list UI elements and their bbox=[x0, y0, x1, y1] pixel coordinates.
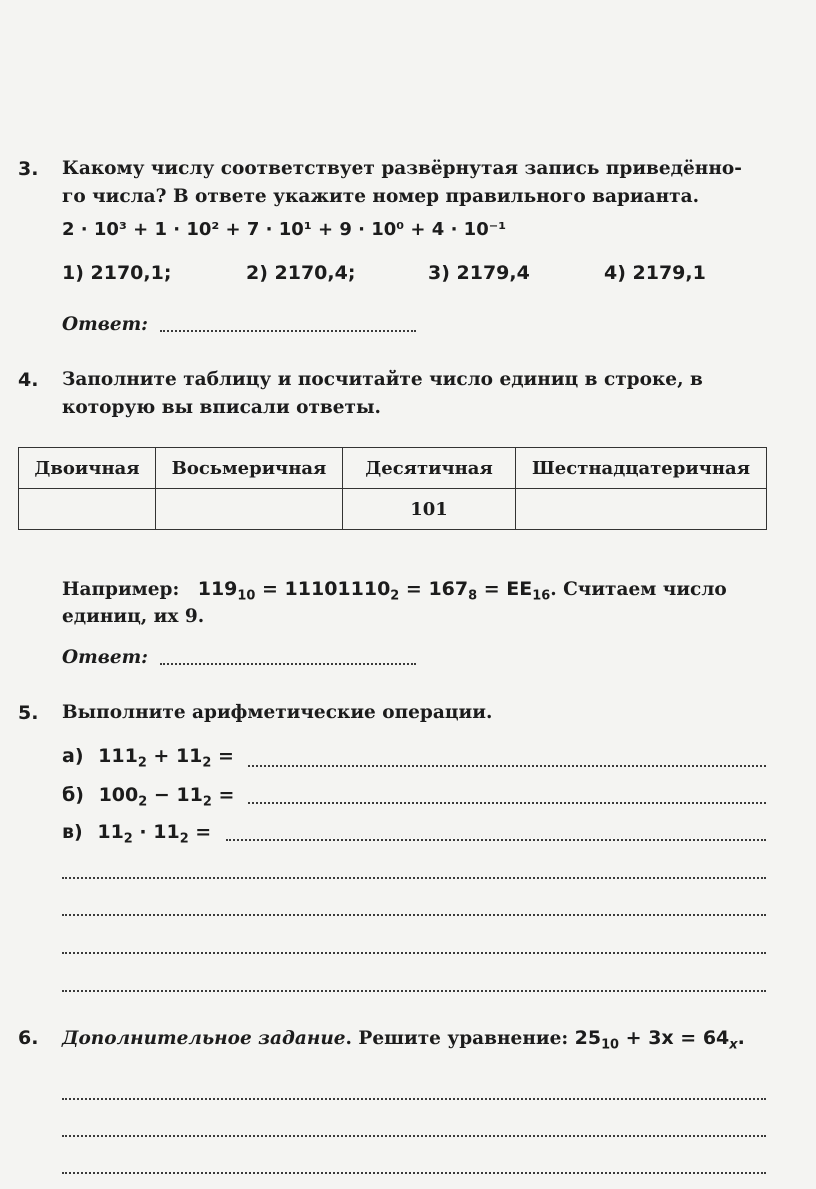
operand-2-base: 2 bbox=[179, 831, 189, 847]
q3-option-3: 3) 2179,4 bbox=[428, 262, 530, 284]
q6-number: 6. bbox=[18, 1027, 39, 1049]
example-base-hex: 16 bbox=[532, 588, 551, 604]
table-header-octal: Восьмеричная bbox=[156, 448, 343, 489]
q6-middle: + 3x = bbox=[619, 1027, 703, 1049]
q5-item-b bbox=[62, 784, 235, 810]
q5-answer-line-a[interactable] bbox=[248, 765, 766, 767]
q6-answer-line-2[interactable] bbox=[62, 1135, 766, 1137]
example-tail: . Считаем число bbox=[550, 579, 727, 600]
table-header-binary: Двоичная bbox=[19, 448, 156, 489]
q4-number: 4. bbox=[18, 369, 39, 391]
table-cell-decimal: 101 bbox=[343, 489, 516, 530]
q3-text-line2: го числа? В ответе укажите номер правильного варианта. bbox=[62, 186, 700, 207]
item-label: б) bbox=[62, 784, 84, 806]
q5-item-c bbox=[62, 821, 212, 847]
q6-italic-label: Дополнительное задание bbox=[62, 1028, 346, 1049]
operand-1: 11 bbox=[97, 821, 124, 843]
example-base-binary: 2 bbox=[390, 588, 400, 604]
q6-answer-line-1[interactable] bbox=[62, 1098, 766, 1100]
q3-answer-line[interactable] bbox=[160, 330, 416, 332]
q3-text-line1: Какому числу соответствует развёрнутая запись приведённо- bbox=[62, 158, 742, 179]
q5-answer-line-c[interactable] bbox=[226, 839, 766, 841]
operand-1-base: 2 bbox=[137, 755, 147, 771]
q6-base-a: 10 bbox=[601, 1037, 620, 1053]
equals: = bbox=[188, 821, 212, 843]
example-value-octal: 167 bbox=[428, 578, 469, 600]
table-cell-binary[interactable] bbox=[19, 489, 156, 530]
q6-answer-line-3[interactable] bbox=[62, 1172, 766, 1174]
q5-item-a bbox=[62, 745, 234, 771]
operator: · bbox=[132, 821, 154, 843]
operand-2: 11 bbox=[153, 821, 180, 843]
q4-text-line2: которую вы вписали ответы. bbox=[62, 397, 381, 418]
example-value-binary: 11101110 bbox=[284, 578, 391, 600]
q4-example: Например: $119_{10} = 11101110_2 = 167_8 = EE_{16}$. Считаем число bbox=[62, 578, 727, 604]
q5-answer-line-b[interactable] bbox=[248, 802, 766, 804]
table-header-hex: Шестнадцатеричная bbox=[516, 448, 767, 489]
q3-answer-label: Ответ: bbox=[62, 314, 149, 335]
q5-answer-line-extra-4[interactable] bbox=[62, 990, 766, 992]
q3-option-2: 2) 2170,4; bbox=[246, 262, 356, 284]
q4-example-line2: единиц, их 9. bbox=[62, 606, 205, 627]
table-header-decimal: Десятичная bbox=[343, 448, 516, 489]
number-systems-table bbox=[18, 447, 767, 530]
operator: + bbox=[146, 745, 176, 767]
q5-answer-line-extra-1[interactable] bbox=[62, 877, 766, 879]
item-label: в) bbox=[62, 821, 83, 843]
operand-2-base: 2 bbox=[202, 755, 212, 771]
operand-1: 100 bbox=[98, 784, 139, 806]
q3-option-1: 1) 2170,1; bbox=[62, 262, 172, 284]
operand-1: 111 bbox=[98, 745, 138, 767]
q6-base-b: x bbox=[729, 1037, 738, 1053]
q6-text bbox=[62, 1027, 745, 1053]
q5-number: 5. bbox=[18, 702, 39, 724]
q6-value-b: 64 bbox=[702, 1027, 730, 1049]
q6-instruction: . Решите уравнение: bbox=[345, 1028, 575, 1049]
table-cell-octal[interactable] bbox=[156, 489, 343, 530]
table-cell-hex[interactable] bbox=[516, 489, 767, 530]
equals: = bbox=[211, 784, 235, 806]
operand-1-base: 2 bbox=[138, 794, 148, 810]
q5-answer-line-extra-2[interactable] bbox=[62, 914, 766, 916]
q3-expression: 2 · 10³ + 1 · 10² + 7 · 10¹ + 9 · 10⁰ + 4 · 10⁻¹ bbox=[62, 219, 507, 240]
example-label: Например: bbox=[62, 579, 180, 600]
example-value-hex: EE bbox=[506, 578, 533, 600]
example-base-octal: 8 bbox=[468, 588, 478, 604]
item-label: а) bbox=[62, 745, 84, 767]
q5-answer-line-extra-3[interactable] bbox=[62, 952, 766, 954]
q3-option-4: 4) 2179,1 bbox=[604, 262, 706, 284]
example-base-decimal: 10 bbox=[237, 588, 256, 604]
operand-1-base: 2 bbox=[123, 831, 133, 847]
equals: = bbox=[211, 745, 234, 767]
operand-2-base: 2 bbox=[202, 794, 212, 810]
q6-value-a: 25 bbox=[574, 1027, 602, 1049]
q4-text-line1: Заполните таблицу и посчитайте число единиц в строке, в bbox=[62, 369, 703, 390]
q3-number: 3. bbox=[18, 158, 39, 180]
operator: − bbox=[147, 784, 177, 806]
operand-2: 11 bbox=[176, 784, 203, 806]
example-value-decimal: 119 bbox=[197, 578, 238, 600]
q6-end: . bbox=[737, 1027, 745, 1049]
q4-answer-label: Ответ: bbox=[62, 647, 149, 668]
q5-title: Выполните арифметические операции. bbox=[62, 702, 493, 723]
operand-2: 11 bbox=[175, 745, 203, 767]
q4-answer-line[interactable] bbox=[160, 663, 416, 665]
